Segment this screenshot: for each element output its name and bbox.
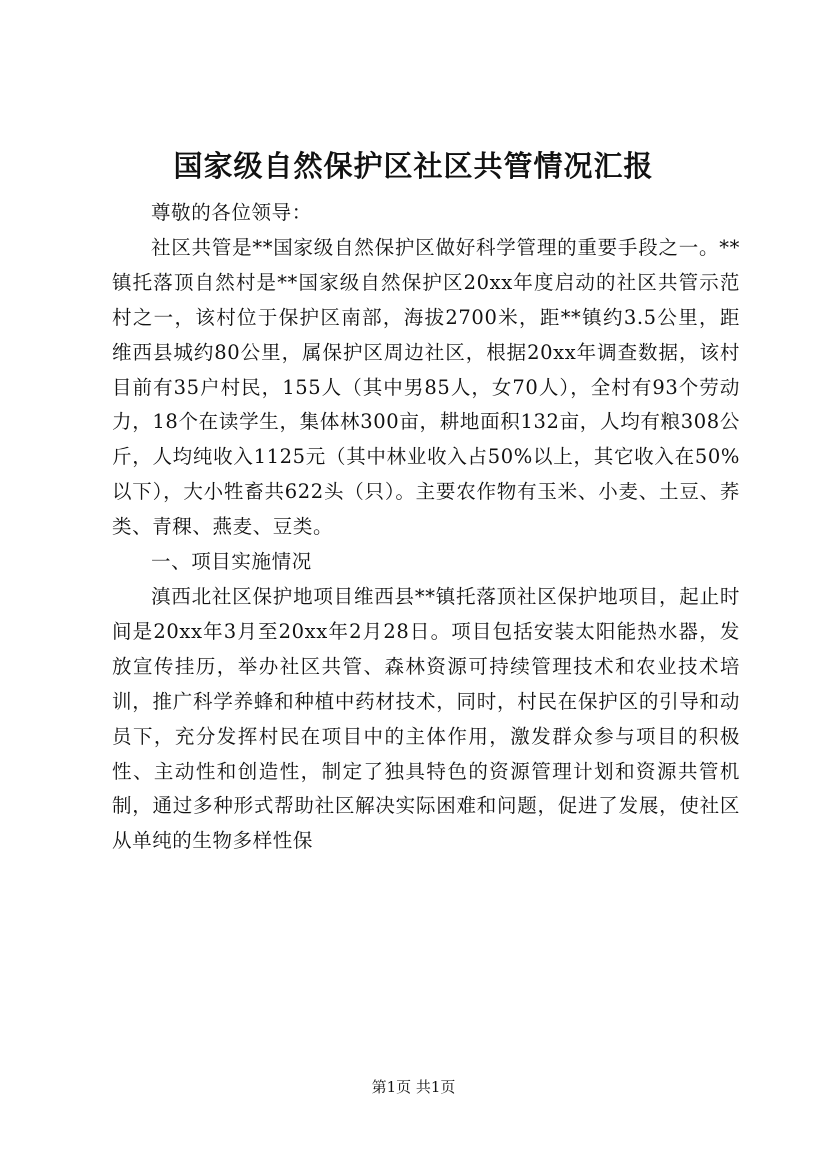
- page-footer: 第1页 共1页: [371, 1078, 456, 1096]
- paragraph-community-overview: 社区共管是**国家级自然保护区做好科学管理的重要手段之一。**镇托落顶自然村是**国家级自然保护区20xx年度启动的社区共管示范村之一，该村位于保护区南部，海拔2700米，距**镇约3.5公里，距维西县城约80公里，属保护区周边社区，根据20xx年调查数据，该村目前有35户村民，155人（其中男85人，女70人），全村有93个劳动力，18个在读学生，集体林300亩，耕地面积132亩，人均有粮308公斤，人均纯收入1125元（其中林业收入占50%以上，其它收入在50%以下），大小牲畜共622头（只）。主要农作物有玉米、小麦、土豆、荞类、青稞、燕麦、豆类。: [112, 235, 740, 539]
- document-body: [112, 196, 740, 859]
- salutation: 尊敬的各位领导：: [151, 201, 312, 224]
- paragraph-project-details: 滇西北社区保护地项目维西县**镇托落顶社区保护地项目，起止时间是20xx年3月至20xx年2月28日。项目包括安装太阳能热水器，发放宣传挂历，举办社区共管、森林资源可持续管理技术和农业技术培训，推广科学养蜂和种植中药材技术，同时，村民在保护区的引导和动员下，充分发挥村民在项目中的主体作用，激发群众参与项目的积极性、主动性和创造性，制定了独具特色的资源管理计划和资源共管机制，通过多种形式帮助社区解决实际困难和问题，促进了发展，使社区从单纯的生物多样性保: [112, 584, 740, 853]
- document-title: 国家级自然保护区社区共管情况汇报: [173, 149, 654, 183]
- section-heading-project-implementation: 一、项目实施情况: [151, 550, 312, 574]
